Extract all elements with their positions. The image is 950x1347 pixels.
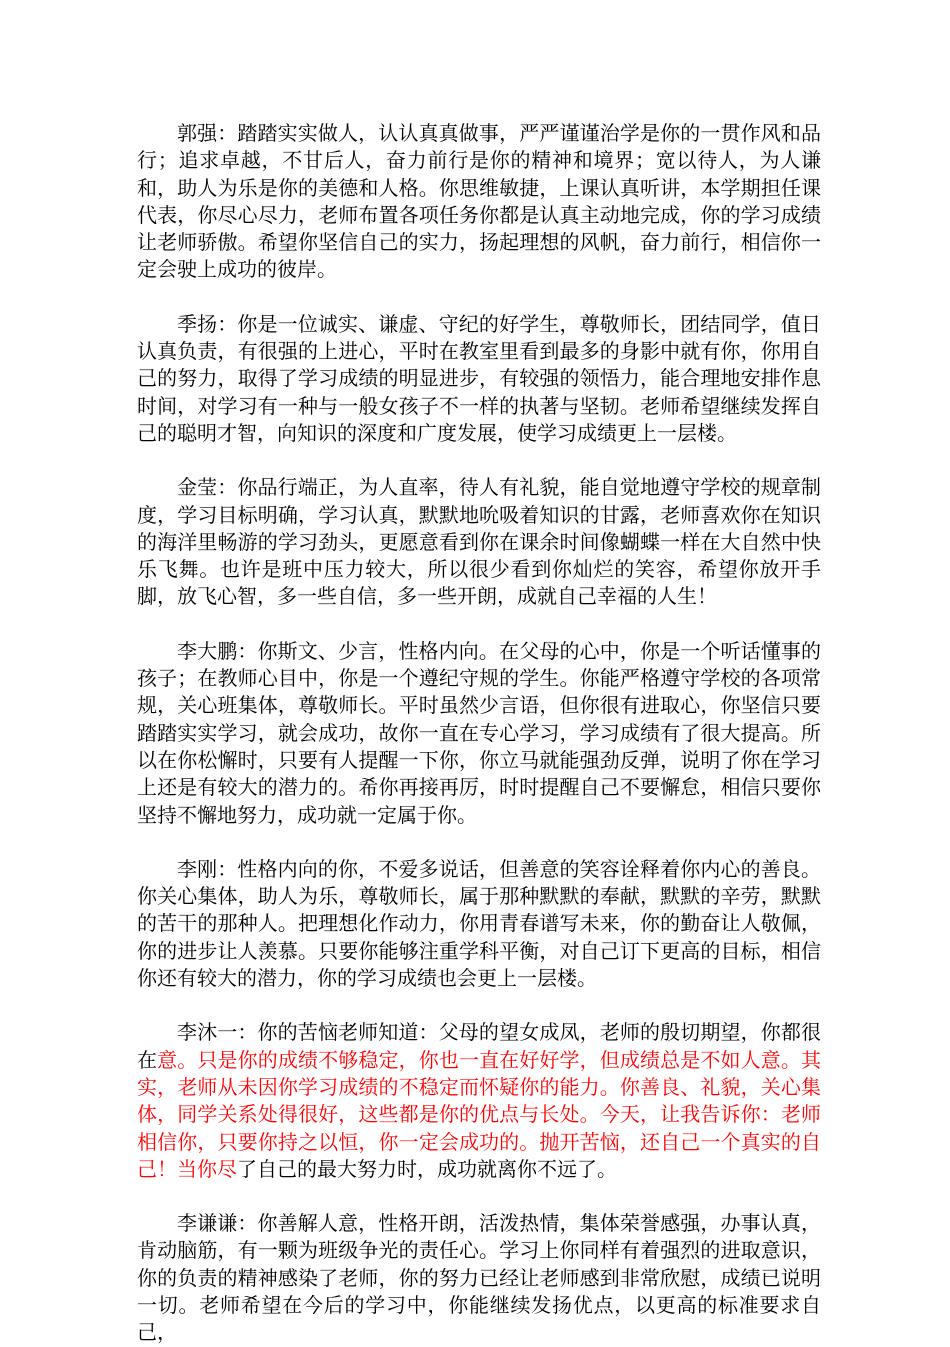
paragraph-text-black: 了自己的最大努力时，成功就离你不远了。 xyxy=(237,1156,617,1181)
comment-paragraph-jin-ying: 金莹：你品行端正，为人直率，待人有礼貌，能自觉地遵守学校的规章制度，学习目标明确，学习认真，默默地吮吸着知识的甘露，老师喜欢你在知识的海洋里畅游的学习劲头，更愿意看到你在课余时间像蝴蝶一样在大自然中快乐飞舞。也许是班中压力较大，所以很少看到你灿烂的笑容，希望你放开手脚，放飞心智，多一些自信，多一些开朗，成就自己幸福的人生！ xyxy=(137,475,821,609)
paragraph-text-black: 李沐一：你的苦恼老师知道：父母的望女成凤，老师的殷切期望，你都很在 xyxy=(137,1020,821,1072)
comment-paragraph-li-qianqian: 李谦谦：你善解人意，性格开朗，活泼热情，集体荣誉感强，办事认真，肯动脑筋，有一颗为班级争光的责任心。学习上你同样有着强烈的进取意识，你的负责的精神感染了老师，你的努力已经让老师感到非常欣慰，成绩已说明一切。老师希望在今后的学习中，你能继续发扬优点，以更高的标准要求自己， xyxy=(137,1211,821,1345)
comment-paragraph-guo-qiang: 郭强：踏踏实实做人，认认真真做事，严严谨谨治学是你的一贯作风和品行；追求卓越，不甘后人，奋力前行是你的精神和境界；宽以待人，为人谦和，助人为乐是你的美德和人格。你思维敏捷，上课认真听讲，本学期担任课代表，你尽心尽力，老师布置各项任务你都是认真主动地完成，你的学习成绩让老师骄傲。希望你坚信自己的实力，扬起理想的风帆，奋力前行，相信你一定会驶上成功的彼岸。 xyxy=(137,121,821,282)
comment-paragraph-li-dapeng: 李大鹏：你斯文、少言，性格内向。在父母的心中，你是一个听话懂事的孩子；在教师心目中，你是一个遵纪守规的学生。你能严格遵守学校的各项常规，关心班集体，尊敬师长。平时虽然少言语，但你很有进取心，你坚信只要踏踏实实学习，就会成功，故你一直在专心学习，学习成绩有了很大提高。所以在你松懈时，只要有人提醒一下你，你立马就能强劲反弹，说明了你在学习上还是有较大的潜力的。希你再接再厉，时时提醒自己不要懈怠，相信只要你坚持不懈地努力，成功就一定属于你。 xyxy=(137,638,821,827)
comment-paragraph-ji-yang: 季扬：你是一位诚实、谦虚、守纪的好学生，尊敬师长，团结同学，值日认真负责，有很强的上进心，平时在教室里看到最多的身影中就有你，你用自己的努力，取得了学习成绩的明显进步，有较强的领悟力，能合理地安排作息时间，对学习有一种与一般女孩子不一样的执著与坚韧。老师希望继续发挥自己的聪明才智，向知识的深度和广度发展，使学习成绩更上一层楼。 xyxy=(137,311,821,445)
comment-paragraph-li-muyi xyxy=(137,1019,821,1183)
comment-paragraph-li-gang: 李刚：性格内向的你，不爱多说话，但善意的笑容诠释着你内心的善良。你关心集体，助人为乐，尊敬师长，属于那种默默的奉献，默默的辛劳，默默的苦干的那种人。把理想化作动力，你用青春谱写未来，你的勤奋让人敬佩，你的进步让人羡慕。只要你能够注重学科平衡，对自己订下更高的目标，相信你还有较大的潜力，你的学习成绩也会更上一层楼。 xyxy=(137,856,821,991)
paragraph-text-highlighted-red: 意。只是你的成绩不够稳定，你也一直在好好学，但成绩总是不如人意。其实，老师从未因你学习成绩的不稳定而怀疑你的能力。你善良、礼貌，关心集体，同学关系处得很好，这些都是你的优点与长处。今天，让我告诉你：老师相信你，只要你持之以恒，你一定会成功的。抛开苦恼，还自己一个真实的自己！当你尽 xyxy=(137,1047,822,1181)
document-body xyxy=(137,120,821,1347)
